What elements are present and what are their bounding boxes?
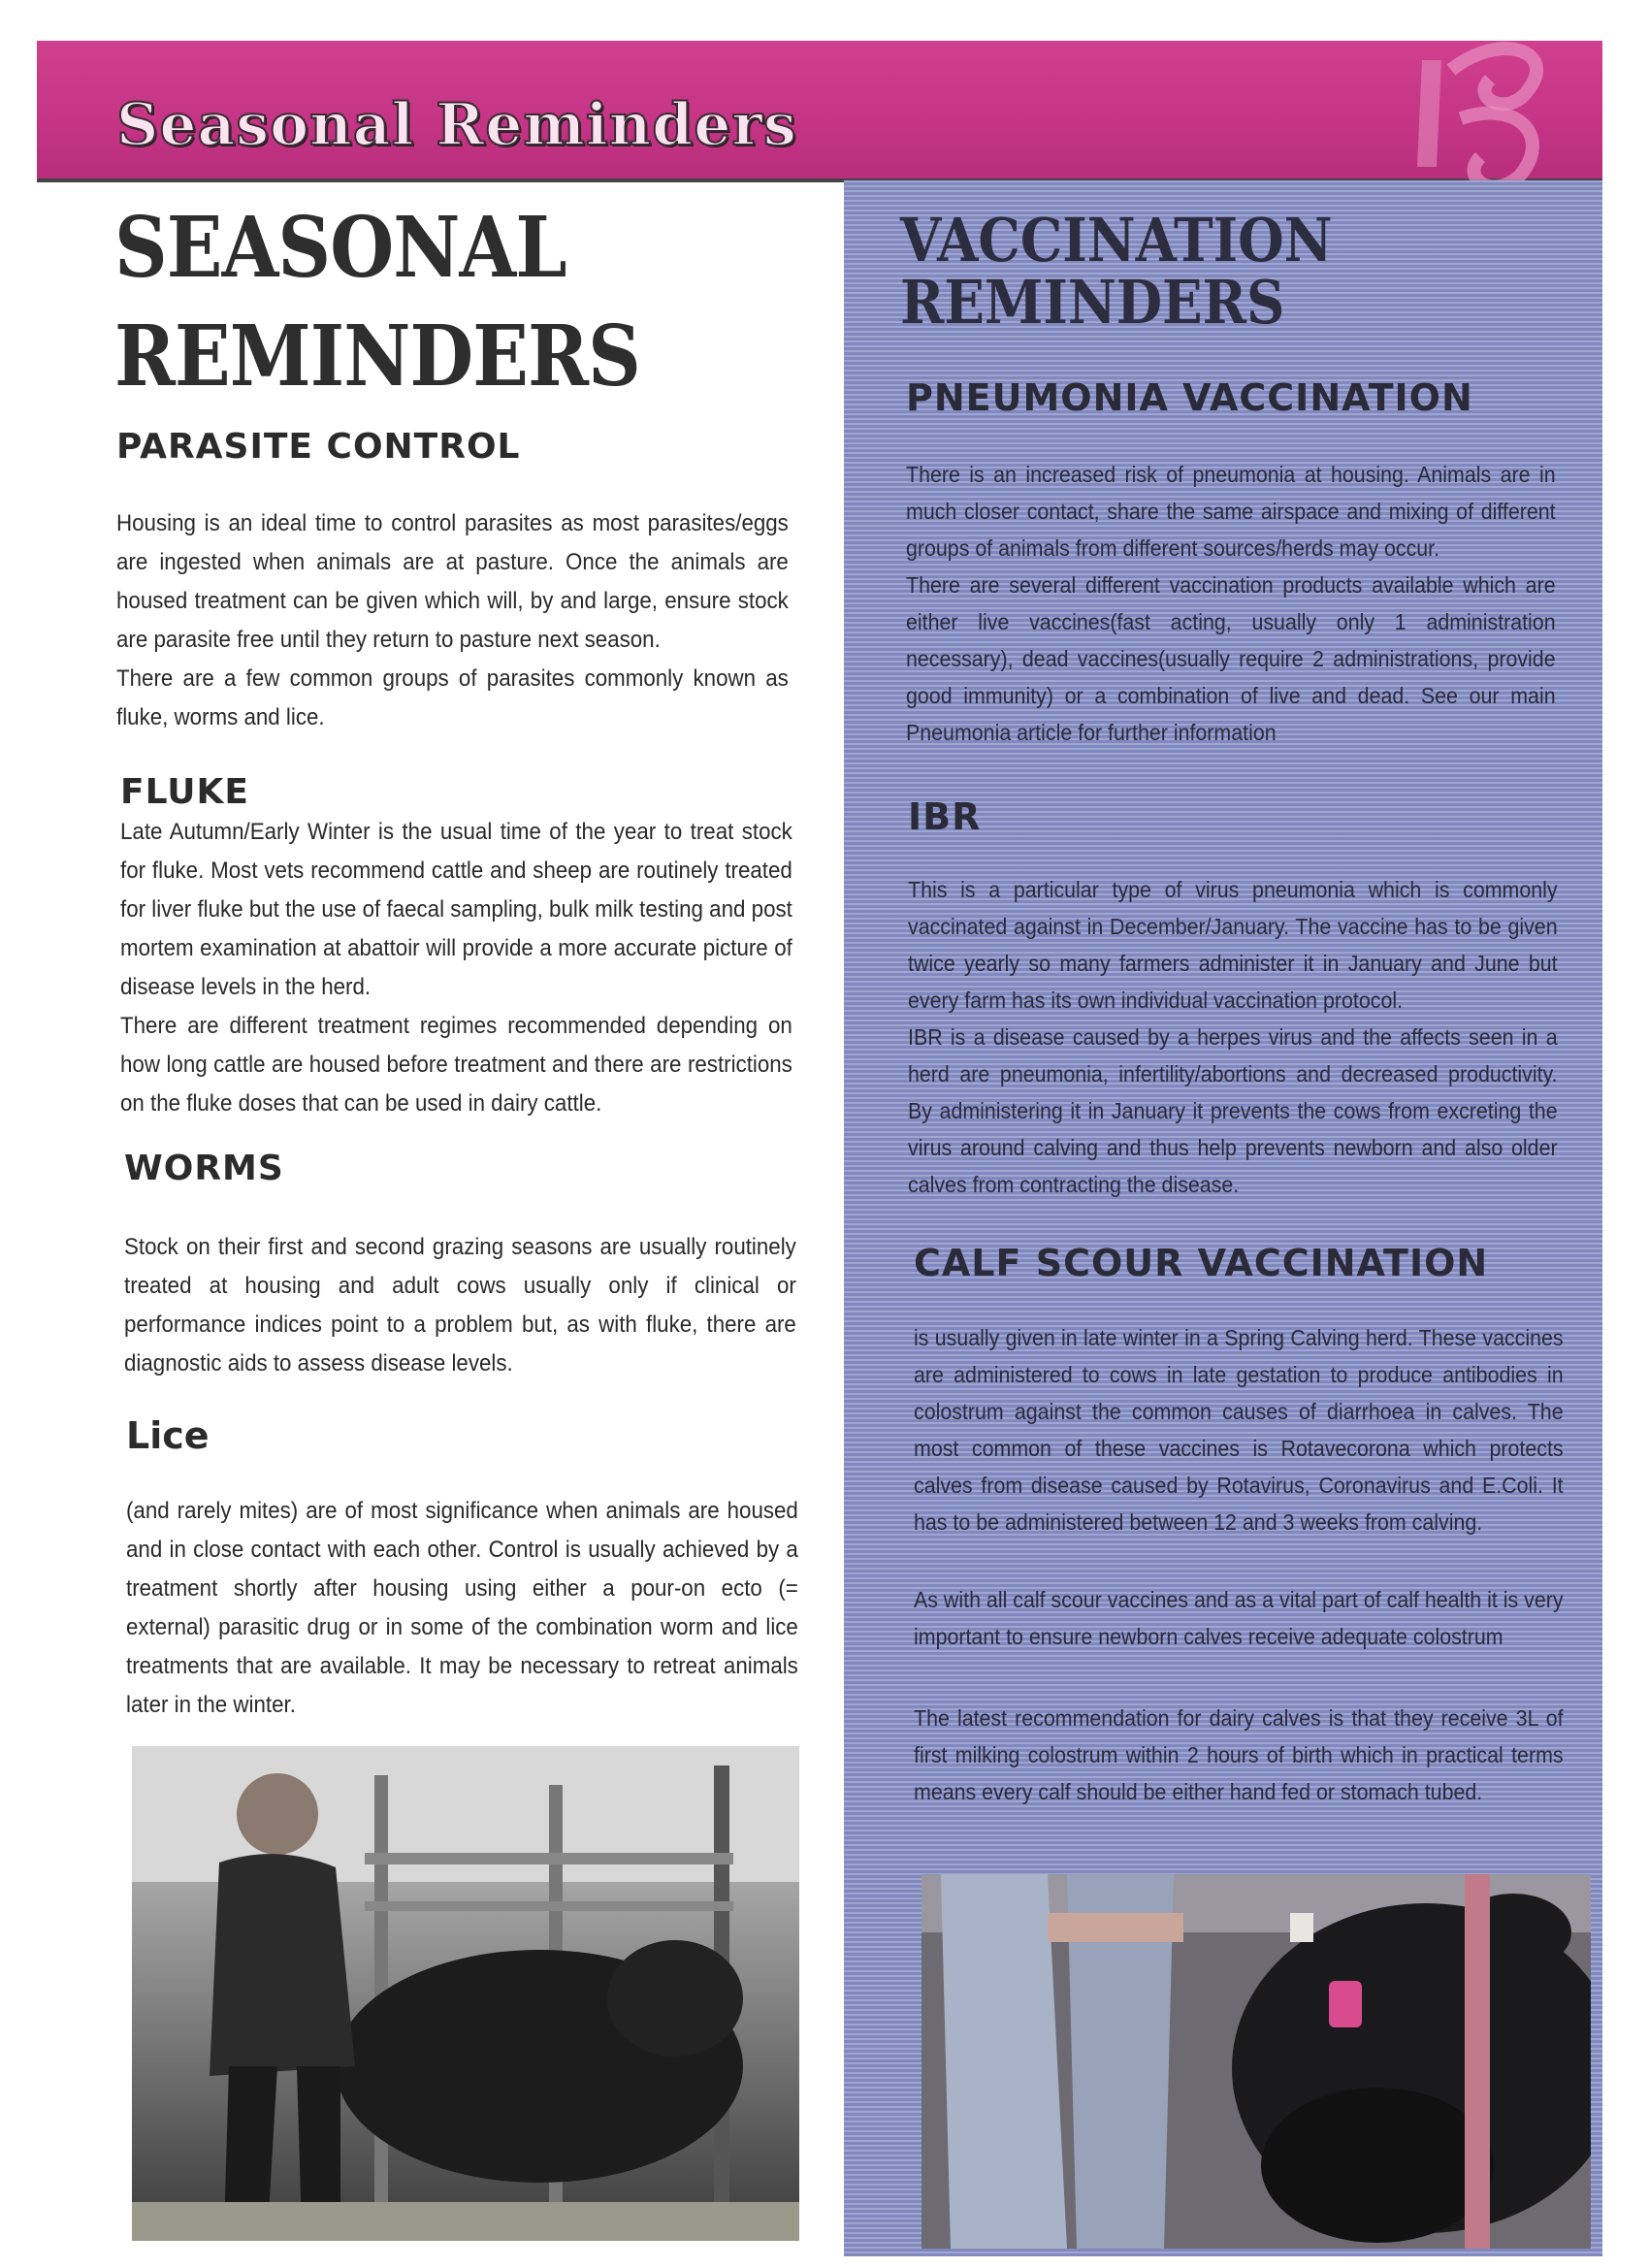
main-title-line1: SEASONAL: [114, 199, 566, 297]
lice-heading: Lice: [126, 1414, 210, 1457]
fluke-p1: Late Autumn/Early Winter is the usual time of the year to treat stock for fluke. Most vets recommend cattle and sheep are routinely treated for liver fluke but the use of faecal sampling, bulk milk testing and post mortem examination at abattoir will provide a more accurate picture of disease levels in the herd.: [120, 819, 792, 1000]
parasite-control-heading: PARASITE CONTROL: [116, 427, 521, 467]
vet-cattle-photo: [132, 1746, 799, 2241]
lice-p1: (and rarely mites) are of most significance when animals are housed and in close contact with each other. Control is usually achieved by a treatment shortly after housing using either a pour-on ecto (= external) parasitic drug or in some of the combination worm and lice treatments that are available. It may be necessary to retreat animals later in the winter.: [126, 1498, 798, 1718]
fluke-p2: There are different treatment regimes recommended depending on how long cattle are housed before treatment and there are restrictions on the fluke doses that can be used in dairy cattle.: [120, 1013, 792, 1117]
main-title: [114, 194, 712, 411]
ibr-p1: This is a particular type of virus pneumonia which is commonly vaccinated against in December/January. The vaccine has to be given twice yearly so many farmers administer it in January and June but every farm has its own individual vaccination protocol.: [908, 877, 1558, 1013]
ibr-p2: IBR is a disease caused by a herpes virus and the affects seen in a herd are pneumonia, infertility/abortions and decreased productivity. By administering it in January it prevents the cows from excreting the virus around calving and thus help prevents newborn and also older calves from contracting the disease.: [908, 1024, 1558, 1197]
calf-scour-p2: As with all calf scour vaccines and as a vital part of calf health it is very important to ensure newborn calves receive adequate colostrum: [914, 1587, 1564, 1649]
calf-scour-p1: is usually given in late winter in a Spring Calving herd. These vaccines are administered to cows in late gestation to produce antibodies in colostrum against the common causes of diarrhoea in calves. The most common of these vaccines is Rotavecorona which protects calves from disease caused by Rotavirus, Coronavirus and E.Coli. It has to be administered between 12 and 3 weeks from calving.: [914, 1325, 1564, 1535]
pneumonia-p2: There are several different vaccination products available which are either live vaccines(fast acting, usually only 1 administration necessary), dead vaccines(usually require 2 administrations, provide good immunity) or a combination of live and dead. See our main Pneumonia article for further information: [906, 572, 1556, 745]
parasite-control-p1: Housing is an ideal time to control parasites as most parasites/eggs are ingested when animals are at pasture. Once the animals are housed treatment can be given which will, by and large, ensure stock are parasite free until they return to pasture next season.: [116, 510, 789, 653]
worms-p1: Stock on their first and second grazing seasons are usually routinely treated at housing and adult cows usually only if clinical or performance indices point to a problem but, as with fluke, there are diagnostic aids to assess disease levels.: [124, 1234, 796, 1377]
worms-heading: WORMS: [124, 1149, 284, 1188]
calf-scour-heading: CALF SCOUR VACCINATION: [914, 1242, 1489, 1284]
calf-vaccination-photo: [922, 1874, 1591, 2249]
ibr-heading: IBR: [908, 795, 982, 838]
vet-cattle-photo-image: [132, 1746, 799, 2241]
header-banner: [37, 41, 1602, 182]
vaccination-title-line2: REMINDERS: [900, 267, 1285, 338]
pneumonia-heading: PNEUMONIA VACCINATION: [906, 376, 1473, 419]
left-column: [114, 194, 793, 411]
vaccination-title-line1: VACCINATION: [900, 205, 1333, 275]
parasite-control-p2: There are a few common groups of parasites commonly known as fluke, worms and lice.: [116, 665, 789, 730]
vaccination-title: [900, 205, 1333, 338]
pneumonia-p1: There is an increased risk of pneumonia at housing. Animals are in much closer contact, share the same airspace and mixing of different groups of animals from different sources/herds may occur.: [906, 462, 1556, 561]
banner-title: Seasonal Reminders: [116, 91, 797, 159]
main-title-line2: REMINDERS: [114, 308, 640, 405]
fluke-heading: FLUKE: [120, 772, 249, 812]
brand-logo-icon: [1383, 31, 1568, 196]
calf-vaccination-photo-image: [922, 1874, 1591, 2249]
calf-scour-p3: The latest recommendation for dairy calves is that they receive 3L of first milking colostrum within 2 hours of birth which in practical terms means every calf should be either hand fed or stomach tubed.: [914, 1705, 1564, 1804]
